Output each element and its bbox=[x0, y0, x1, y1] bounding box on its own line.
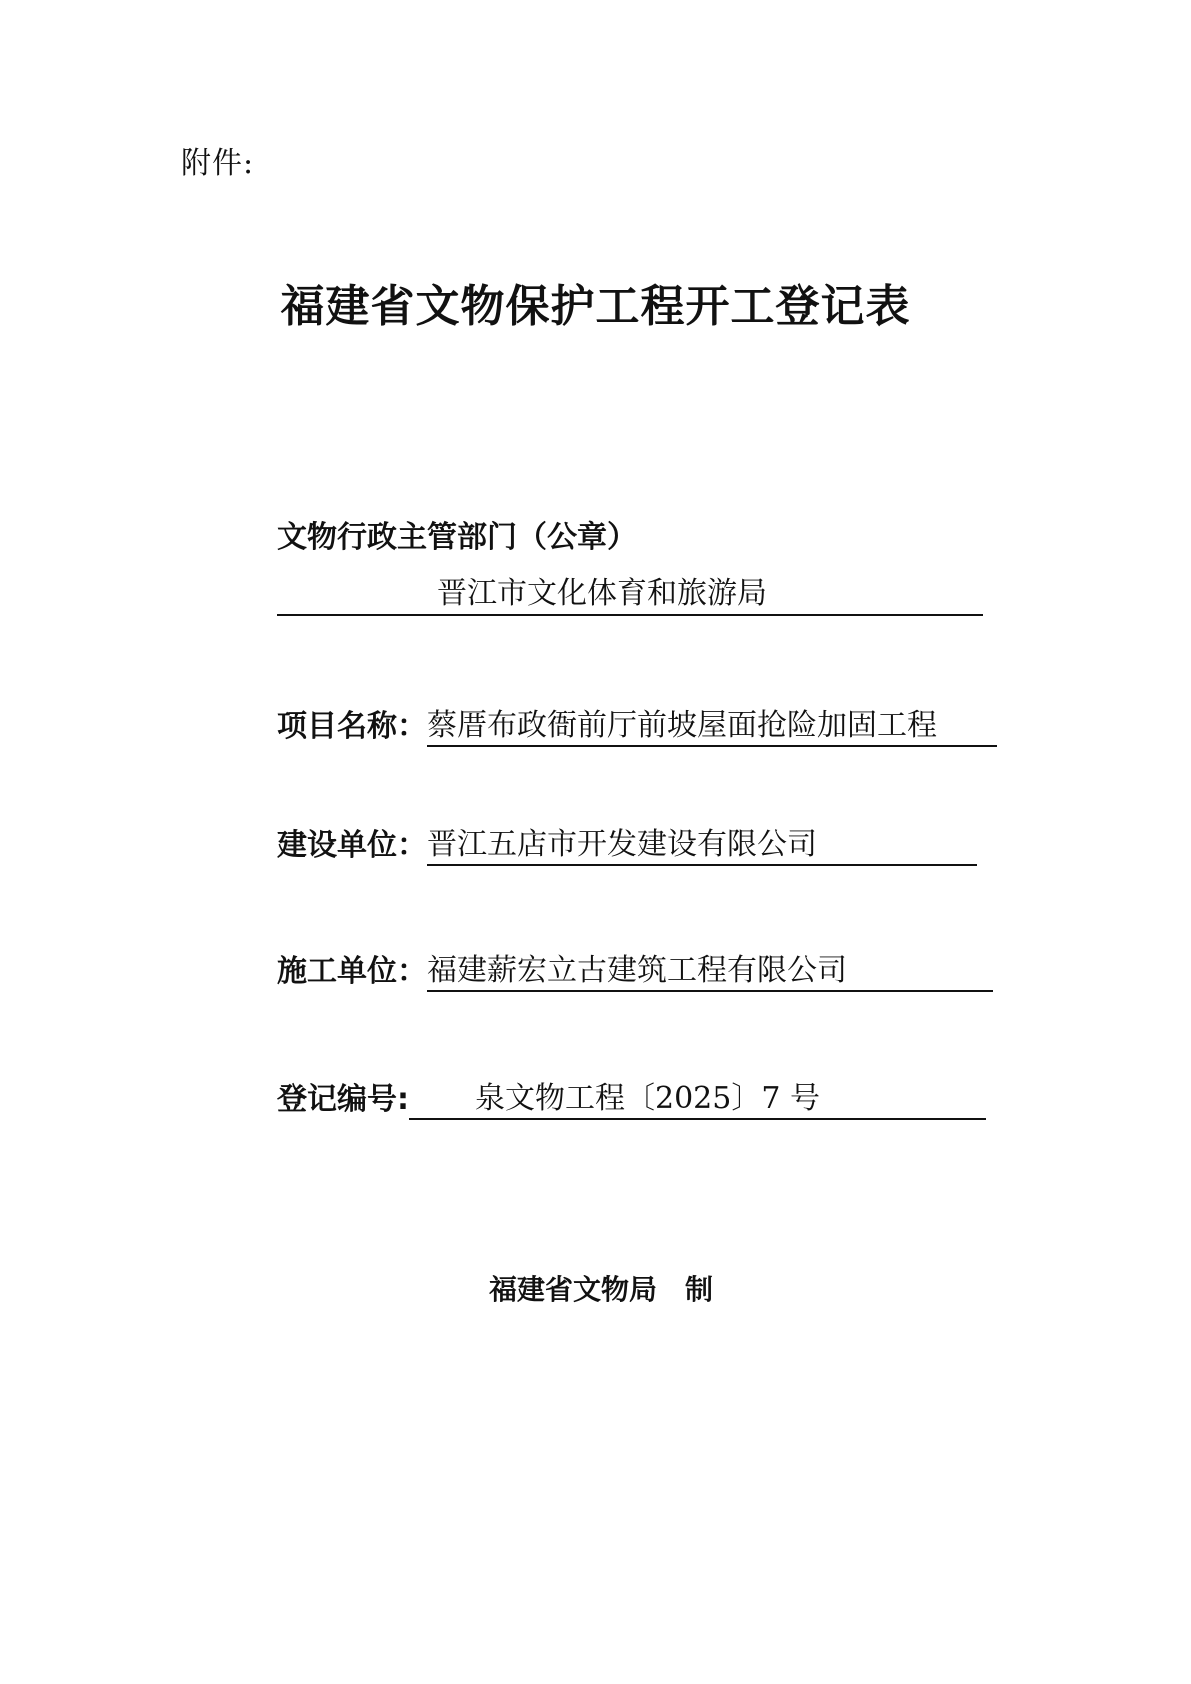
builder-value: 晋江五店市开发建设有限公司 bbox=[427, 826, 977, 866]
contractor-label: 施工单位： bbox=[277, 954, 427, 989]
issuer-name: 福建省文物局 bbox=[489, 1273, 658, 1306]
builder-row bbox=[277, 826, 977, 866]
project-name-row bbox=[277, 707, 997, 747]
contractor-value: 福建薪宏立古建筑工程有限公司 bbox=[427, 952, 993, 992]
project-name-value: 蔡厝布政衙前厅前坡屋面抢险加固工程 bbox=[427, 707, 997, 747]
builder-label: 建设单位： bbox=[277, 828, 427, 863]
authority-value: 晋江市文化体育和旅游局 bbox=[437, 576, 767, 611]
registration-row bbox=[277, 1080, 986, 1120]
authority-field bbox=[277, 576, 983, 616]
registration-label: 登记编号: bbox=[277, 1082, 409, 1117]
issuer-suffix: 制 bbox=[685, 1273, 714, 1306]
project-name-label: 项目名称： bbox=[277, 709, 427, 744]
issuer-line bbox=[489, 1268, 713, 1308]
document-title: 福建省文物保护工程开工登记表 bbox=[280, 281, 911, 332]
authority-label: 文物行政主管部门（公章） bbox=[277, 520, 637, 555]
contractor-row bbox=[277, 952, 993, 992]
registration-value: 泉文物工程〔2025〕7 号 bbox=[409, 1080, 986, 1120]
attachment-label: 附件: bbox=[181, 146, 255, 181]
